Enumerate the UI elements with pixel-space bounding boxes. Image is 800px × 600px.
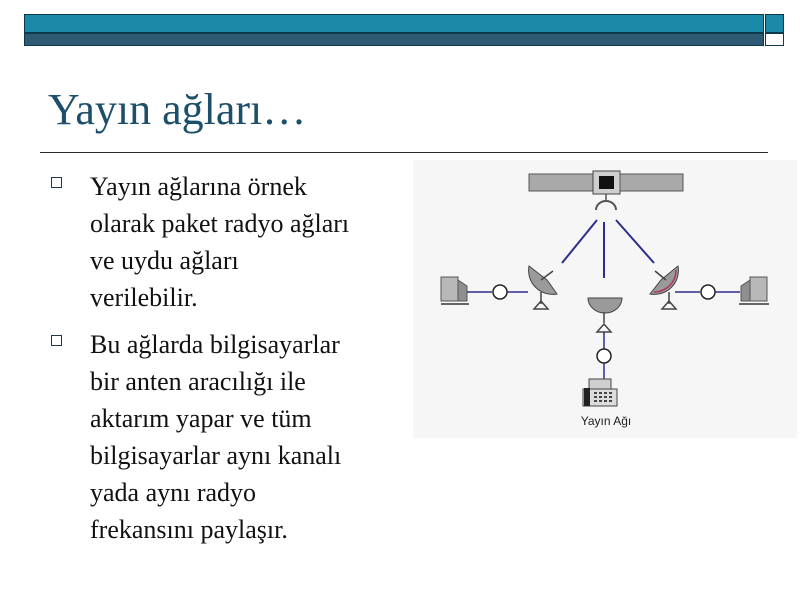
bullet-text-line: aktarım yapar ve tüm [90,404,312,433]
satellite-dish-icon [529,266,557,309]
bullet-text-line: olarak paket radyo ağları [90,209,350,238]
bullet-text-line: bir anten aracılığı ile [90,367,306,396]
bullet-text-line: verilebilir. [90,283,198,312]
bullet-text-line: bilgisayarlar aynı kanalı [90,441,342,470]
satellite-dish-icon [650,266,678,309]
header-accent-square-bottom [765,33,784,46]
bullet-text-line: ve uydu ağları [90,246,239,275]
bullet-text-line: frekansını paylaşır. [90,515,288,544]
broadcast-network-diagram [413,160,797,438]
bullet-text-line: Bu ağlarda bilgisayarlar [90,330,340,359]
bullet-text-line: yada aynı radyo [90,478,257,507]
bullet-item [48,326,408,548]
satellite-dish-icon [588,298,622,332]
computer-icon [441,277,469,304]
title-divider [40,152,768,153]
bullet-text-line: Yayın ağlarına örnek [90,172,307,201]
header-accent-square-top [765,14,784,33]
bullet-list [48,168,408,558]
satellite-icon [529,171,683,210]
slide-title: Yayın ağları… [48,85,307,134]
diagram-caption: Yayın Ağı [580,414,632,428]
square-bullet-icon [51,335,62,346]
square-bullet-icon [51,177,62,188]
computer-icon [739,277,769,304]
header-accent-bar-bottom [24,33,764,46]
fax-machine-icon [583,379,617,406]
header-accent-bar-top [24,14,764,33]
bullet-item [48,168,408,316]
radio-links [562,220,654,278]
